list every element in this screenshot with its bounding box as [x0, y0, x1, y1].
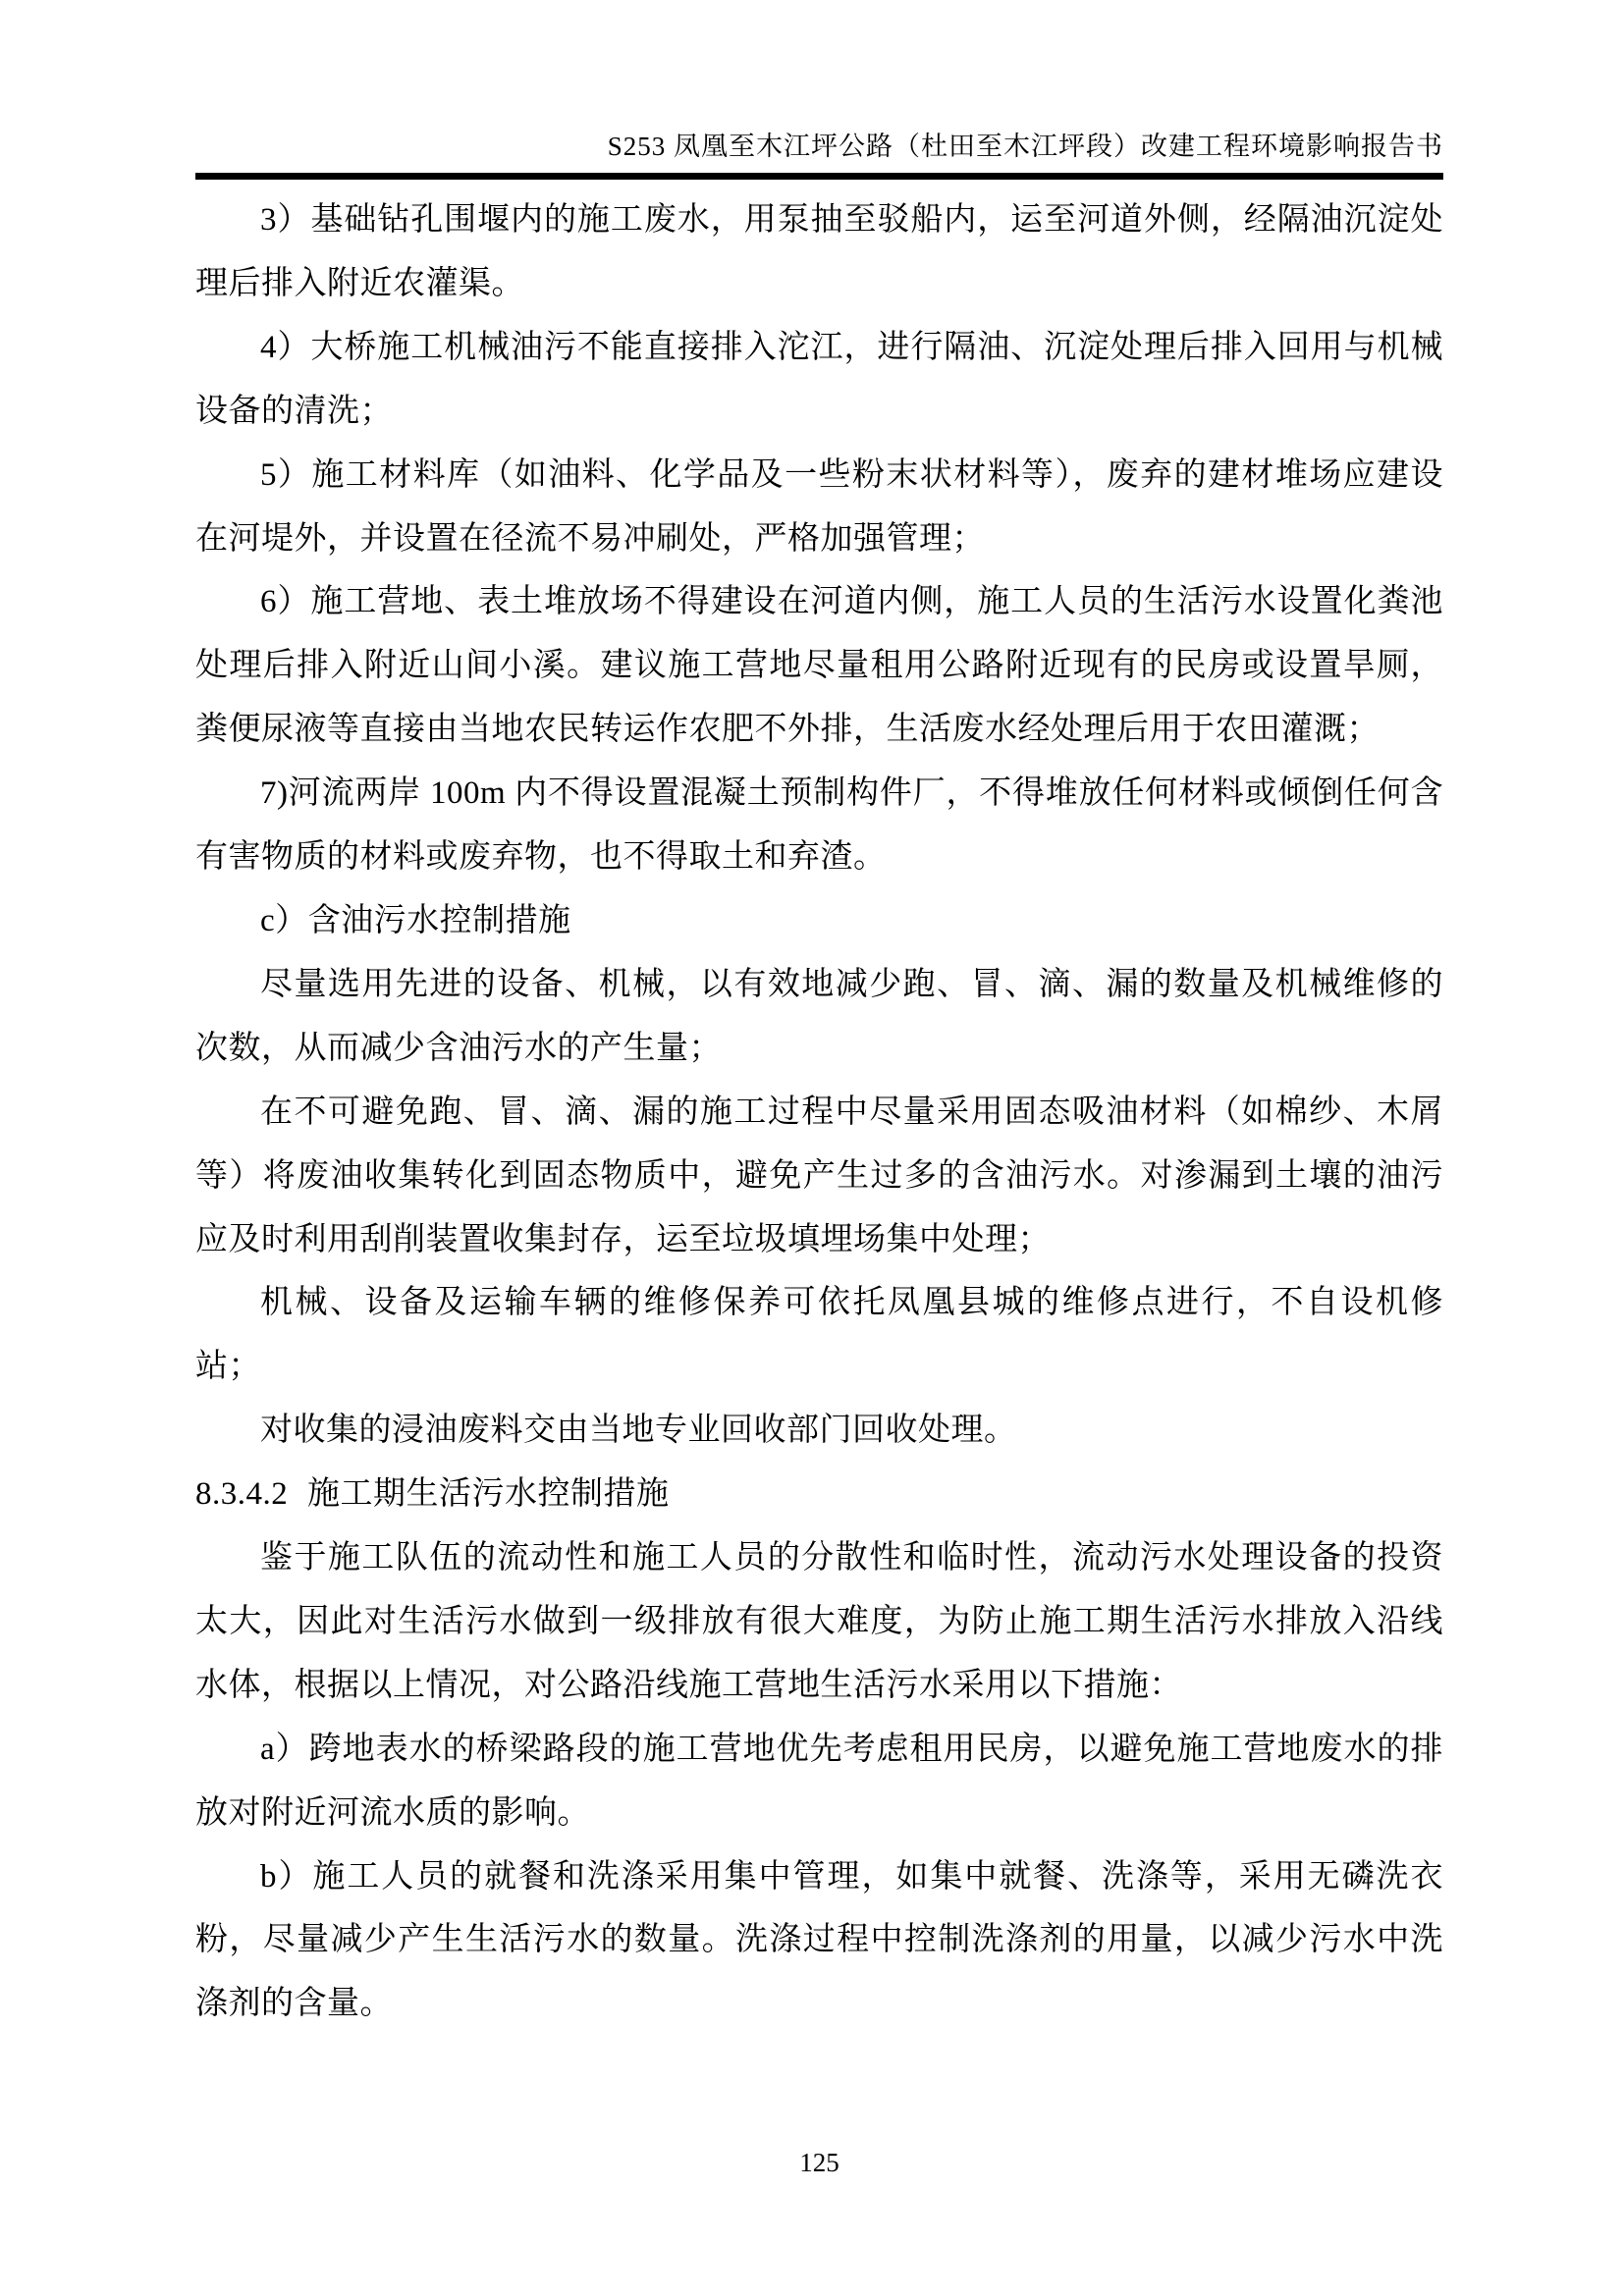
- paragraph-measure-a: a）跨地表水的桥梁路段的施工营地优先考虑租用民房，以避免施工营地废水的排放对附近河流水质的影响。: [195, 1731, 1443, 1831]
- paragraph-oily-water-3: 机械、设备及运输车辆的维修保养可依托凤凰县城的维修点进行，不自设机修站；: [195, 1285, 1443, 1385]
- paragraph-item-5: 5）施工材料库（如油料、化学品及一些粉末状材料等），废弃的建材堆场应建设在河堤外，并设置在径流不易冲刷处，严格加强管理；: [195, 456, 1443, 557]
- paragraph-item-c: c）含油污水控制措施: [260, 902, 571, 938]
- paragraph-oily-water-1: 尽量选用先进的设备、机械，以有效地减少跑、冒、滴、漏的数量及机械维修的次数，从而减少含油污水的产生量；: [195, 966, 1443, 1066]
- paragraph-domestic-sewage-intro: 鉴于施工队伍的流动性和施工人员的分散性和临时性，流动污水处理设备的投资太大，因此对生活污水做到一级排放有很大难度，为防止施工期生活污水排放入沿线水体，根据以上情况，对公路沿线施工营地生活污水采用以下措施：: [195, 1540, 1443, 1703]
- section-heading: [195, 1463, 1443, 1526]
- paragraph-item-3: 3）基础钻孔围堰内的施工废水，用泵抽至驳船内，运至河道外侧，经隔油沉淀处理后排入附近农灌渠。: [195, 202, 1443, 301]
- paragraph-item-7: 7)河流两岸 100m 内不得设置混凝土预制构件厂，不得堆放任何材料或倾倒任何含有害物质的材料或废弃物，也不得取土和弃渣。: [195, 775, 1443, 876]
- paragraph-oily-water-2: 在不可避免跑、冒、滴、漏的施工过程中尽量采用固态吸油材料（如棉纱、木屑等）将废油收集转化到固态物质中，避免产生过多的含油污水。对渗漏到土壤的油污应及时利用刮削装置收集封存，运至垃圾填埋场集中处理；: [195, 1094, 1443, 1257]
- paragraph-measure-b: b）施工人员的就餐和洗涤采用集中管理，如集中就餐、洗涤等，采用无磷洗衣粉，尽量减少产生生活污水的数量。洗涤过程中控制洗涤剂的用量，以减少污水中洗涤剂的含量。: [195, 1858, 1443, 2022]
- paragraph-oily-water-4: 对收集的浸油废料交由当地专业回收部门回收处理。: [260, 1413, 1017, 1449]
- section-heading-title: 施工期生活污水控制措施: [307, 1476, 670, 1513]
- document-body: [195, 188, 1443, 2036]
- section-heading-number: 8.3.4.2: [195, 1476, 289, 1513]
- paragraph-item-6: 6）施工营地、表土堆放场不得建设在河道内侧，施工人员的生活污水设置化粪池处理后排入附近山间小溪。建议施工营地尽量租用公路附近现有的民房或设置旱厕，粪便尿液等直接由当地农民转运作农肥不外排，生活废水经处理后用于农田灌溉；: [195, 584, 1443, 748]
- header-rule: [195, 173, 1443, 180]
- page-number: 125: [799, 2148, 839, 2177]
- paragraph-item-4: 4）大桥施工机械油污不能直接排入沱江，进行隔油、沉淀处理后排入回用与机械设备的清洗；: [195, 329, 1443, 429]
- running-header-title: S253 凤凰至木江坪公路（杜田至木江坪段）改建工程环境影响报告书: [607, 132, 1443, 161]
